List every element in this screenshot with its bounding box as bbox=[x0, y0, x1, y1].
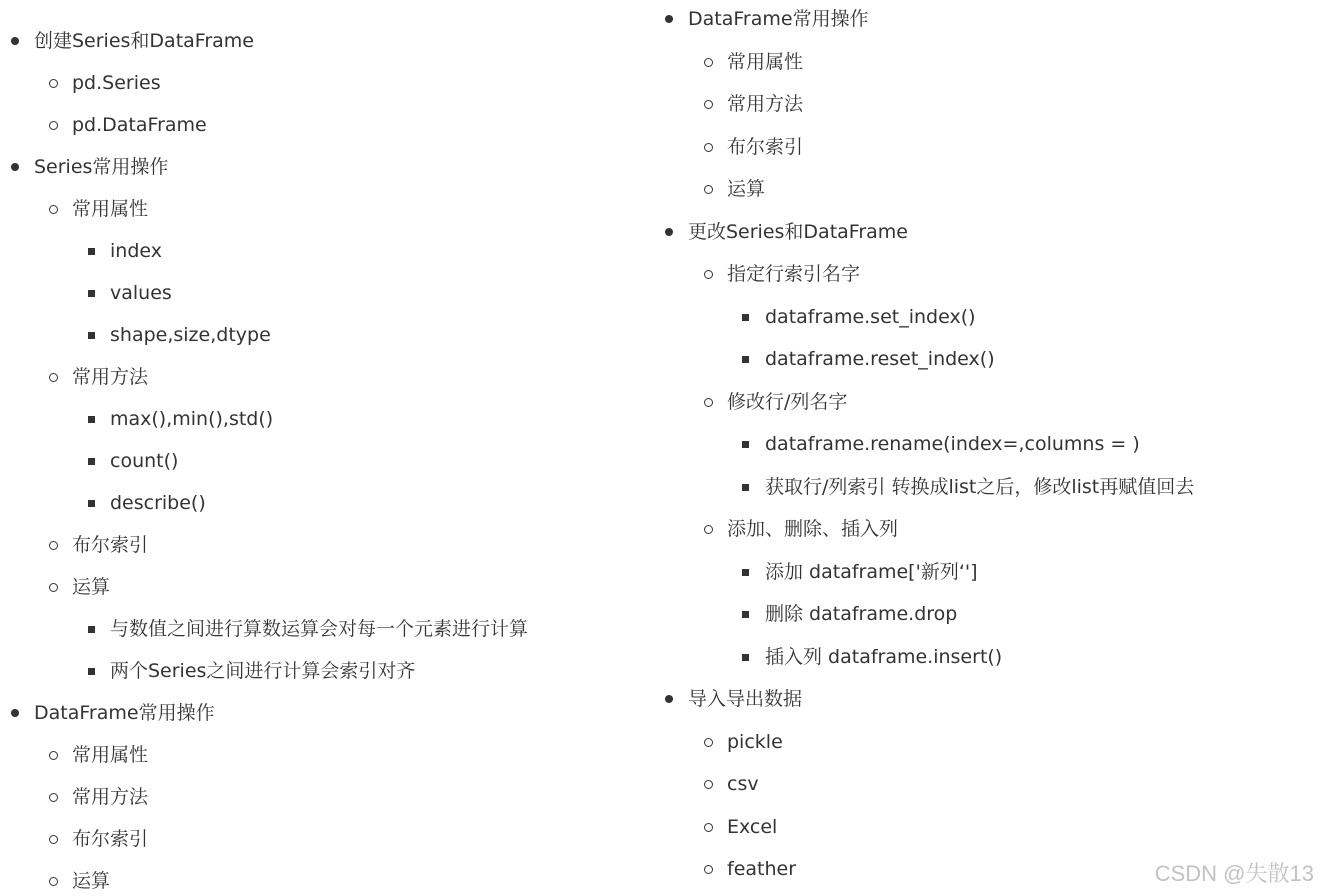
square-bullet-icon bbox=[88, 458, 95, 465]
csdn-watermark: CSDN @失散13 bbox=[1154, 861, 1314, 886]
hollow-circle-bullet-icon bbox=[704, 823, 713, 832]
outline-item-level-3 bbox=[655, 348, 995, 370]
hollow-circle-bullet-icon bbox=[704, 58, 713, 67]
hollow-circle-bullet-icon bbox=[49, 835, 58, 844]
outline-item-label: DataFrame常用操作 bbox=[34, 702, 215, 724]
outline-item-label: 常用属性 bbox=[72, 744, 149, 766]
outline-item-level-2 bbox=[655, 773, 759, 795]
outline-item-level-2 bbox=[0, 744, 148, 766]
outline-item-label: 常用属性 bbox=[72, 198, 149, 220]
hollow-circle-bullet-icon bbox=[704, 525, 713, 534]
hollow-circle-bullet-icon bbox=[49, 583, 58, 592]
filled-bullet-icon bbox=[665, 15, 673, 23]
square-bullet-icon bbox=[742, 314, 749, 321]
outline-item-level-3 bbox=[655, 306, 976, 328]
outline-item-level-2 bbox=[655, 731, 783, 753]
outline-item-level-2 bbox=[0, 576, 110, 598]
outline-item-level-3 bbox=[0, 240, 162, 262]
hollow-circle-bullet-icon bbox=[704, 100, 713, 109]
outline-item-level-3 bbox=[0, 492, 206, 514]
hollow-circle-bullet-icon bbox=[704, 738, 713, 747]
outline-item-level-2 bbox=[655, 93, 803, 115]
outline-item-label: 运算 bbox=[72, 576, 111, 598]
outline-item-label: 添加、删除、插入列 bbox=[727, 518, 899, 540]
outline-item-label: DataFrame常用操作 bbox=[688, 8, 869, 30]
outline-item-label: 指定行索引名字 bbox=[727, 263, 861, 285]
outline-item-label: pickle bbox=[727, 730, 783, 753]
square-bullet-icon bbox=[88, 668, 95, 675]
outline-item-label: 布尔索引 bbox=[72, 534, 149, 556]
outline-item-level-2 bbox=[0, 828, 148, 850]
outline-item-label: 与数值之间进行算数运算会对每一个元素进行计算 bbox=[110, 618, 529, 640]
outline-item-level-2 bbox=[655, 136, 803, 158]
outline-item-label: 添加 dataframe['新列‘'] bbox=[765, 560, 978, 583]
square-bullet-icon bbox=[742, 569, 749, 576]
hollow-circle-bullet-icon bbox=[49, 373, 58, 382]
filled-bullet-icon bbox=[11, 709, 19, 717]
outline-item-level-3 bbox=[0, 660, 415, 682]
filled-bullet-icon bbox=[665, 228, 673, 236]
hollow-circle-bullet-icon bbox=[49, 121, 58, 130]
hollow-circle-bullet-icon bbox=[49, 751, 58, 760]
outline-item-level-2 bbox=[655, 51, 803, 73]
hollow-circle-bullet-icon bbox=[704, 398, 713, 407]
outline-item-label: 运算 bbox=[727, 178, 766, 200]
outline-item-label: 运算 bbox=[72, 870, 111, 892]
outline-item-label: 更改Series和DataFrame bbox=[688, 220, 908, 243]
square-bullet-icon bbox=[88, 248, 95, 255]
outline-item-level-2 bbox=[0, 786, 148, 808]
outline-item-label: 常用方法 bbox=[72, 786, 149, 808]
outline-item-label: index bbox=[110, 240, 162, 262]
hollow-circle-bullet-icon bbox=[49, 205, 58, 214]
outline-item-label: shape,size,dtype bbox=[110, 324, 271, 346]
hollow-circle-bullet-icon bbox=[49, 877, 58, 886]
outline-item-label: dataframe.reset_index() bbox=[765, 348, 995, 370]
square-bullet-icon bbox=[742, 654, 749, 661]
outline-item-label: 布尔索引 bbox=[72, 828, 149, 850]
outline-item-label: dataframe.rename(index=,columns = ) bbox=[765, 433, 1140, 455]
filled-bullet-icon bbox=[11, 163, 19, 171]
hollow-circle-bullet-icon bbox=[704, 865, 713, 874]
hollow-circle-bullet-icon bbox=[704, 185, 713, 194]
outline-item-level-2 bbox=[0, 534, 148, 556]
outline-item-level-1 bbox=[655, 8, 869, 30]
outline-item-level-2 bbox=[0, 198, 148, 220]
outline-item-level-2 bbox=[655, 391, 847, 413]
outline-item-level-2 bbox=[0, 114, 207, 136]
outline-item-label: feather bbox=[727, 858, 797, 880]
outline-item-level-2 bbox=[0, 72, 161, 94]
outline-item-level-2 bbox=[655, 263, 860, 285]
outline-item-level-2 bbox=[655, 178, 765, 200]
outline-item-level-3 bbox=[655, 561, 978, 583]
outline-item-label: Excel bbox=[727, 815, 778, 838]
hollow-circle-bullet-icon bbox=[704, 780, 713, 789]
square-bullet-icon bbox=[742, 484, 749, 491]
outline-item-label: 常用方法 bbox=[727, 93, 804, 115]
outline-item-level-2 bbox=[0, 366, 148, 388]
outline-item-label: Series常用操作 bbox=[34, 156, 169, 178]
outline-item-label: 创建Series和DataFrame bbox=[34, 30, 254, 52]
outline-item-level-1 bbox=[0, 702, 215, 724]
outline-item-level-1 bbox=[0, 30, 254, 52]
outline-item-label: 删除 dataframe.drop bbox=[765, 603, 958, 625]
outline-item-label: max(),min(),std() bbox=[110, 408, 274, 430]
outline-item-level-3 bbox=[0, 450, 178, 472]
square-bullet-icon bbox=[742, 441, 749, 448]
hollow-circle-bullet-icon bbox=[49, 79, 58, 88]
square-bullet-icon bbox=[88, 626, 95, 633]
outline-item-level-3 bbox=[0, 408, 273, 430]
filled-bullet-icon bbox=[11, 37, 19, 45]
hollow-circle-bullet-icon bbox=[49, 793, 58, 802]
filled-bullet-icon bbox=[665, 695, 673, 703]
outline-item-label: values bbox=[110, 282, 172, 304]
outline-item-level-3 bbox=[0, 618, 528, 640]
outline-item-label: 获取行/列索引 转换成list之后，修改list再赋值回去 bbox=[765, 475, 1195, 498]
square-bullet-icon bbox=[88, 332, 95, 339]
outline-item-level-3 bbox=[0, 282, 172, 304]
hollow-circle-bullet-icon bbox=[49, 541, 58, 550]
square-bullet-icon bbox=[742, 611, 749, 618]
outline-item-label: 两个Series之间进行计算会索引对齐 bbox=[110, 660, 416, 682]
outline-item-label: 常用方法 bbox=[72, 366, 149, 388]
outline-item-level-3 bbox=[655, 603, 957, 625]
outline-item-level-2 bbox=[655, 518, 898, 540]
outline-item-label: csv bbox=[727, 773, 759, 795]
hollow-circle-bullet-icon bbox=[704, 143, 713, 152]
outline-item-level-3 bbox=[655, 433, 1140, 455]
square-bullet-icon bbox=[742, 356, 749, 363]
outline-item-level-3 bbox=[655, 476, 1194, 498]
outline-item-label: pd.Series bbox=[72, 72, 161, 94]
outline-item-label: 布尔索引 bbox=[727, 135, 804, 158]
outline-item-level-3 bbox=[655, 646, 1002, 668]
outline-item-label: pd.DataFrame bbox=[72, 114, 207, 136]
outline-item-level-1 bbox=[655, 688, 802, 710]
outline-item-level-2 bbox=[655, 816, 777, 838]
square-bullet-icon bbox=[88, 500, 95, 507]
outline-item-level-1 bbox=[655, 221, 908, 243]
outline-item-label: describe() bbox=[110, 492, 206, 514]
outline-item-label: dataframe.set_index() bbox=[765, 305, 976, 328]
outline-item-label: 常用属性 bbox=[727, 50, 804, 73]
square-bullet-icon bbox=[88, 290, 95, 297]
outline-item-label: 修改行/列名字 bbox=[727, 390, 848, 413]
hollow-circle-bullet-icon bbox=[704, 270, 713, 279]
outline-item-label: 导入导出数据 bbox=[688, 688, 803, 710]
outline-item-level-2 bbox=[0, 870, 110, 892]
outline-item-level-2 bbox=[655, 858, 796, 880]
square-bullet-icon bbox=[88, 416, 95, 423]
outline-item-level-1 bbox=[0, 156, 168, 178]
outline-item-level-3 bbox=[0, 324, 271, 346]
outline-item-label: 插入列 dataframe.insert() bbox=[765, 645, 1003, 668]
outline-item-label: count() bbox=[110, 450, 179, 472]
